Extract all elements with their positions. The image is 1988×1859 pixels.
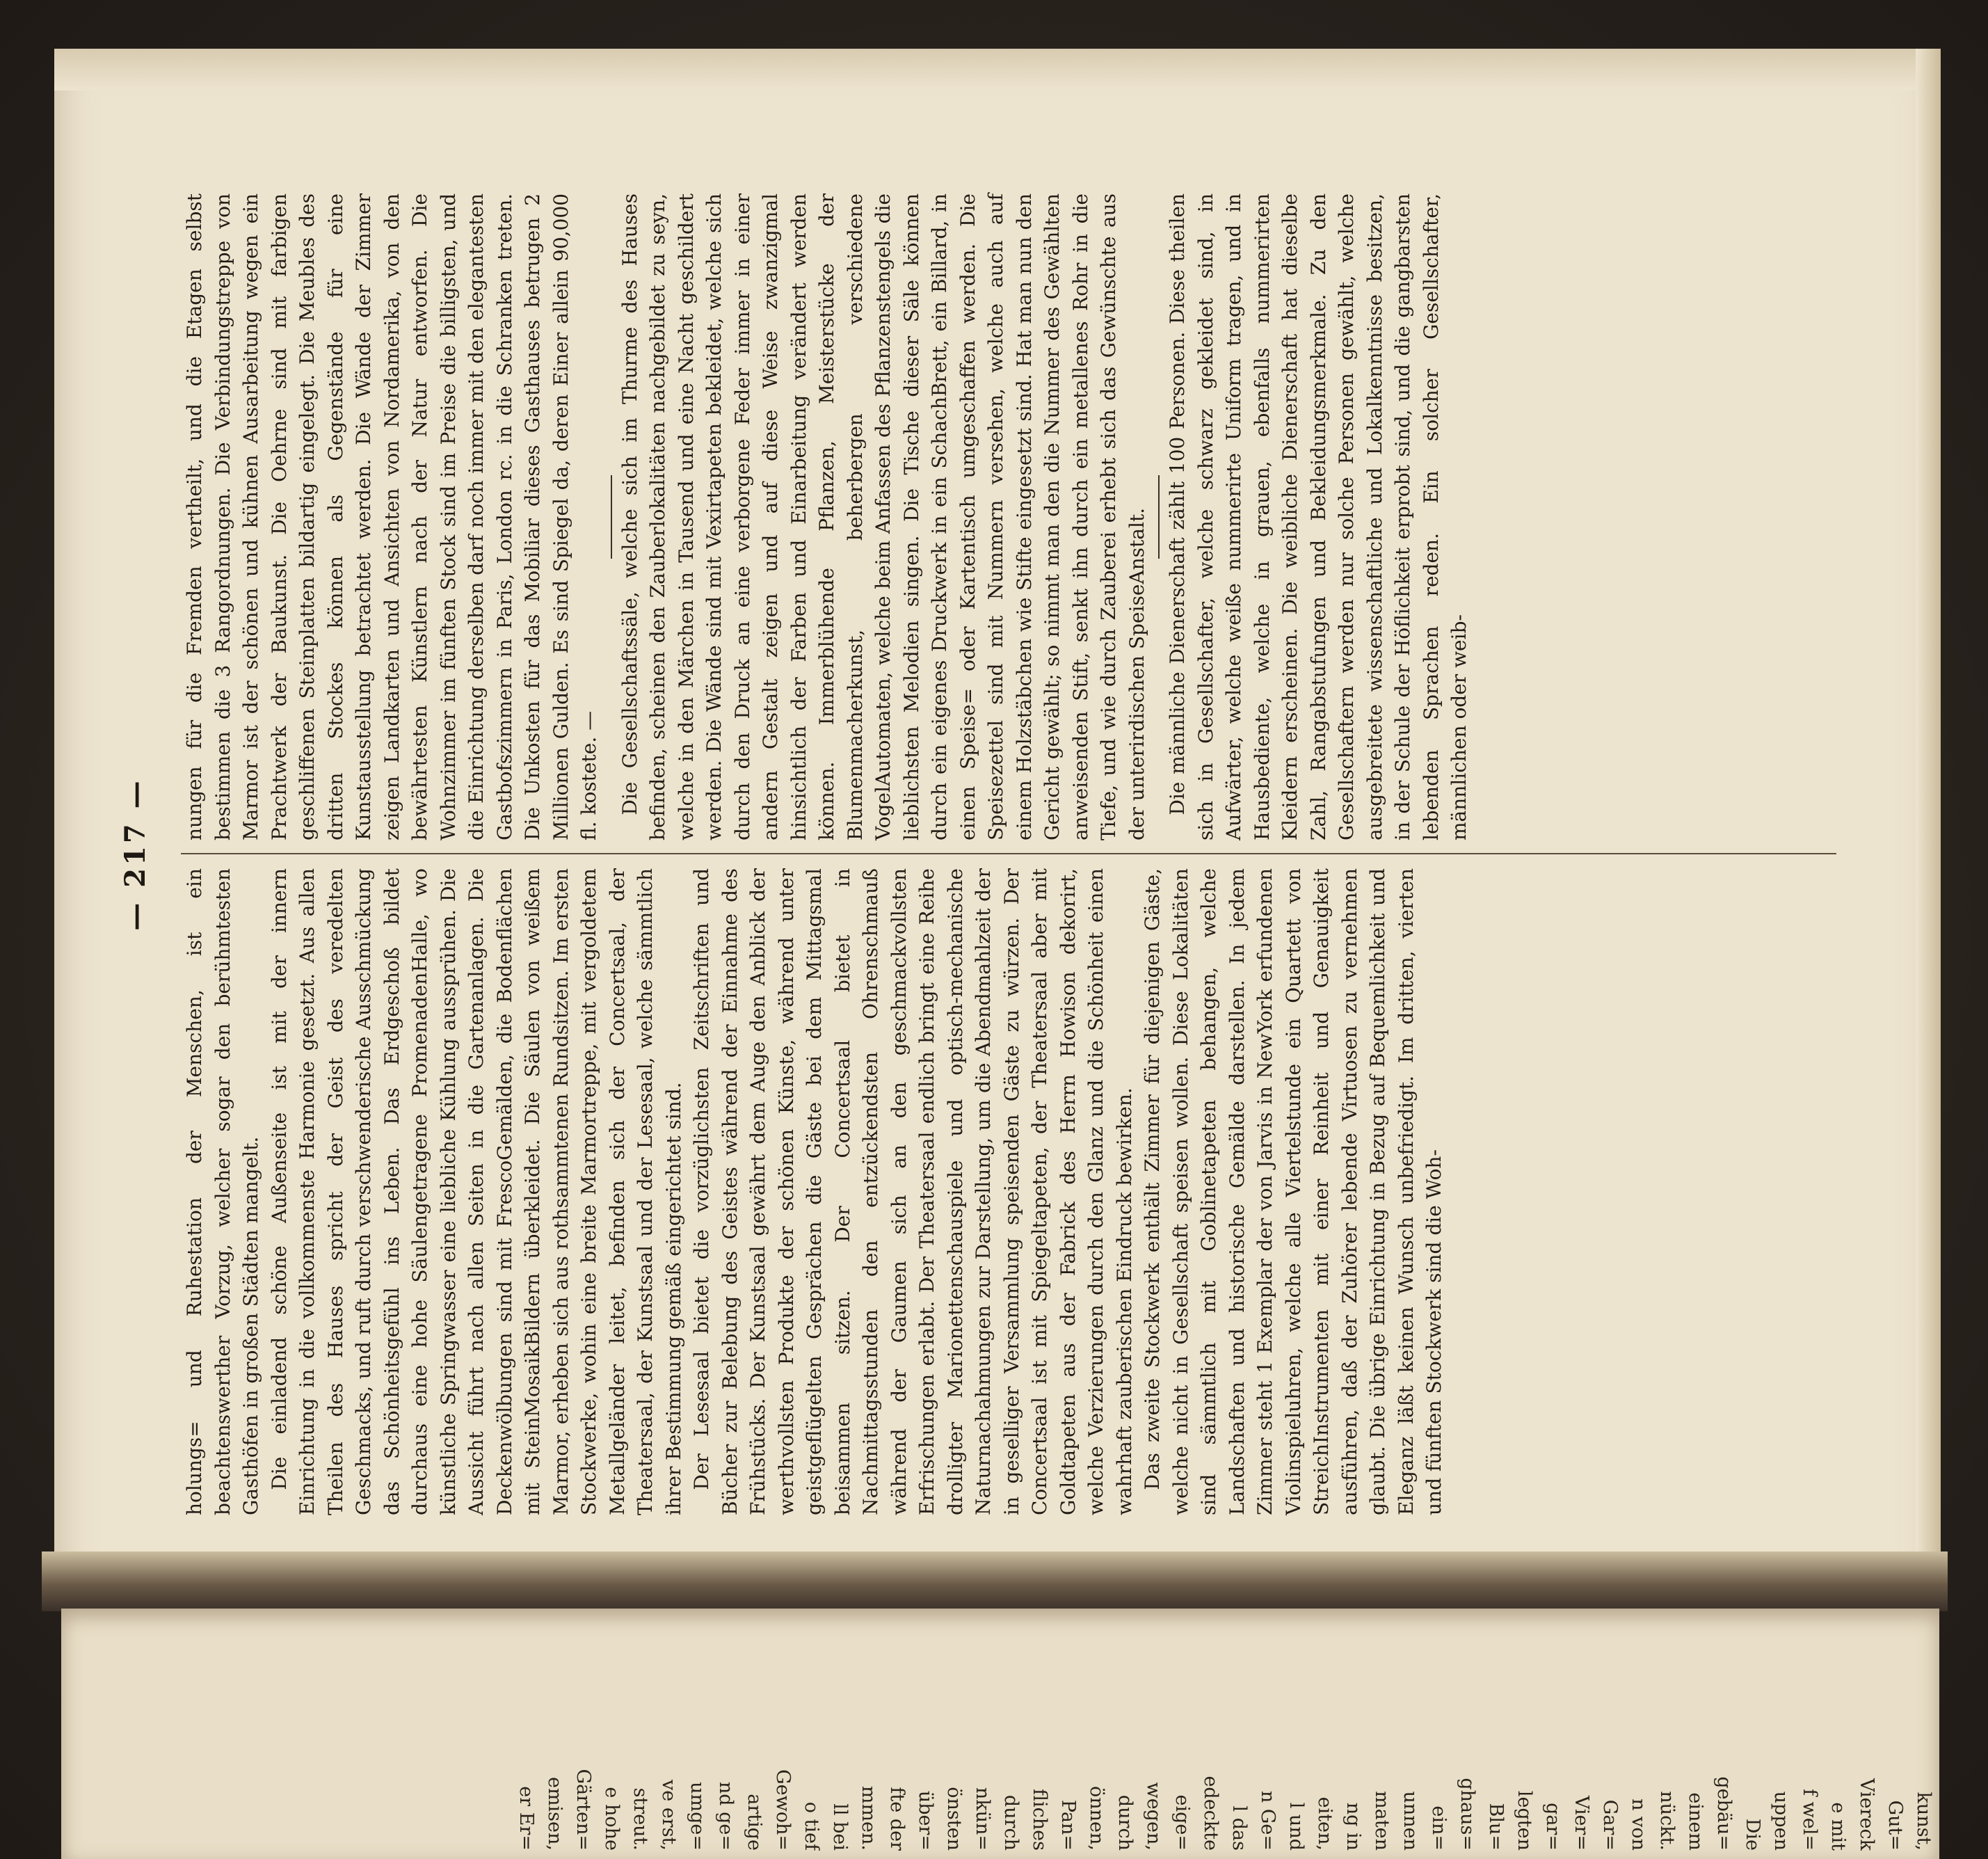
fragment-line: nkün=: [972, 1787, 993, 1851]
fragment-line: ve erst,: [658, 1780, 680, 1851]
paragraph: Das zweite Stockwerk enthält Zimmer für diejenigen Gäste, welche nicht in Gesellschaft speisen wollen. Diese Lokalitäten sind sämmtlich mit Goblinetapeten behangen, welche Landschaften und historische Gemälde darstellen. In jedem Zimmer steht 1 Exemplar der von Jarvis in NewYork erfundenen Violinspieluhren, welche alle Viertelstunde ein Quartett von StreichInstrumenten mit einer Reinheit und Genauigkeit ausführen, daß der Zuhörer lebende Virtuosen zu vernehmen glaubt. Die übrige Einrichtung in Bezug auf Bequemlichkeit und Eleganz läßt keinen Wunsch unbefriedigt. Im dritten, vierten und fünften Stockwerk sind die Woh-: [1141, 868, 1445, 1515]
fragment-line: e hohe: [601, 1787, 623, 1851]
fragment-line: eige=: [1171, 1794, 1193, 1851]
fragment-line: wegen,: [1143, 1782, 1164, 1851]
paragraph: Der Lesesaal bietet die vorzüglichsten Zeitschriften und Bücher zur Belebung des Geistes während der Einnahme des Frühstücks. Der Kunstsaal gewährt dem Auge den Anblick der werthvollsten Produkte der schönen Künste, während unter geistgeflügelten Gesprächen die Gäste bei dem Mittagsmal beisammen sitzen. Der Concertsaal bietet in Nachmittagsstunden den entzückendsten Ohrenschmauß während der Gaumen sich an den geschmackvollsten Erfrischungen erlabt. Der Theatersaal endlich bringt eine Reihe drolligter Marionettenschauspiele und optisch-mechanische Naturnachahmungen zur Darstellung, um die Abendmahlzeit der in geselliger Versammlung speisenden Gäste zu würzen. Der Concertsaal ist mit Spiegeltapeten, der Theatersaal aber mit Goldtapeten aus der Fabrick des Herrn Howison dekorirt, welche Verzierungen durch den Glanz und die Schönheit einen wahrhaft zauberischen Eindruck bewirken.: [690, 868, 1136, 1515]
paragraph: nungen für die Fremden vertheilt, und die Etagen selbst bestimmen die 3 Rangordnungen. Die Verbindungstreppe von Marmor ist der schönen und kühnen Ausarbeitung wegen ein Prachtwerk der Baukunst. Die Oehrne sind mit farbigen geschliffenen Steinplatten bildartig eingelegt. Die Meubles des dritten Stockes können als Gegenstände für eine Kunstausstellung betrachtet werden. Die Wände der Zimmer zeigen Landkarten und Ansichten von Nordamerika, von den bewährtesten Künstlern nach der Natur entworfen. Die Wohnzimmer im fünften Stock sind im Preise die billigsten, und die Einrichtung derselben darf noch immer mit den elegantesten Gastbofszimmern in Paris, London rc. in die Schranken treten. Die Unkosten für das Mobiliar dieses Gasthauses betrugen 2 Millionen Gulden. Es sind Spiegel da, deren Einer allein 90,000 fl. kostete. —: [183, 193, 600, 840]
adjacent-page-text: [67, 1614, 1945, 1851]
fragment-line: artige: [744, 1794, 765, 1851]
fragment-line: einem: [1685, 1792, 1706, 1851]
fragment-line: nd ge=: [715, 1781, 737, 1851]
fragment-line: eiten,: [1314, 1796, 1336, 1851]
page-number: — 217 —: [119, 778, 152, 931]
fragment-line: er Er=: [515, 1786, 537, 1851]
fragment-line: unnen: [1400, 1791, 1421, 1851]
left-column: [181, 868, 1850, 1515]
fragment-line: durch: [1114, 1794, 1136, 1851]
fragment-line: kunst,: [1913, 1792, 1934, 1851]
fragment-line: l das: [1228, 1805, 1250, 1851]
fragment-line: umge=: [687, 1782, 708, 1851]
fragment-line: durch: [1000, 1794, 1022, 1851]
fragment-line: Gar=: [1599, 1799, 1621, 1851]
column-divider: [181, 853, 1836, 854]
right-column: [181, 193, 1850, 840]
fragment-line: e mit: [1827, 1802, 1849, 1851]
fragment-line: maten: [1371, 1791, 1393, 1851]
fragment-line: über=: [915, 1790, 936, 1851]
fragment-line: Die: [1742, 1818, 1763, 1851]
adjacent-page-lines: [102, 1621, 1938, 1851]
fragment-line: n Ge=: [1257, 1790, 1278, 1851]
fragment-line: Pan=: [1057, 1799, 1079, 1851]
fragment-line: legten: [1514, 1790, 1535, 1851]
fragment-line: streut.: [630, 1787, 651, 1851]
paragraph: holungs= und Ruhestation der Menschen, ist ein beachtenswerther Vorzug, welcher sogar den berühmtesten Gasthöfen in großen Städten mangelt.: [183, 868, 262, 1515]
fragment-line: l und: [1285, 1802, 1307, 1851]
fragment-line: Vier=: [1571, 1795, 1592, 1851]
fragment-line: edeckte: [1200, 1776, 1221, 1851]
fragment-line: n von: [1628, 1798, 1649, 1851]
fragment-line: nückt.: [1656, 1791, 1678, 1851]
section-rule: [611, 475, 612, 559]
book-gutter: [42, 1551, 1948, 1611]
fragment-line: mmen.: [858, 1785, 879, 1851]
fragment-line: Viereck: [1856, 1778, 1877, 1851]
fragment-line: fte der: [886, 1787, 908, 1851]
paragraph: Die männliche Dienerschaft zählt 100 Personen. Diese theilen sich in Gesellschafter, welche schwarz gekleidet sind, in Aufwärter, welche weiße nummerirte Uniform tragen, und in Hausbediente, welche in grauen, ebenfalls nummerirten Kleidern erscheinen. Die weibliche Dienerschaft hat dieselbe Zahl, Rangabstufungen und Bekleidungsmerkmale. Zu den Gesellschaftern werden nur solche Personen gewählt, welche ausgebreitete wissenschaftliche und Lokalkenntnisse besitzen, in der Schule der Höflichkeit erprobt sind, und die gangbarsten lebenden Sprachen reden. Ein solcher Gesellschafter, männlichen oder weib-: [1166, 193, 1470, 840]
fragment-line: önnen,: [1086, 1786, 1107, 1851]
fragment-line: gebäu=: [1713, 1776, 1735, 1851]
fragment-line: önsten: [943, 1787, 965, 1851]
fragment-line: gar=: [1542, 1803, 1564, 1851]
fragment-line: ng in: [1342, 1802, 1364, 1851]
fragment-line: f wel=: [1799, 1789, 1820, 1851]
paragraph: Die Gesellschaftssäle, welche sich im Thurme des Hauses befinden, scheinen den Zauberlokalitäten nachgebildet zu seyn, welche in den Märchen in Tausend und eine Nacht geschildert werden. Die Wände sind mit Vexirtapeten bekleidet, welche sich durch den Druck an eine verborgene Feder immer in einer andern Gestalt zeigen und auf diese Weise zwanzigmal hinsichtlich der Farben und Einarbeitung verändert werden können. Immerblühende Pflanzen, Meisterstücke der Blumenmacherkunst, beherbergen verschiedene VogelAutomaten, welche beim Anfassen des Pflanzenstengels die lieblichsten Melodien singen. Die Tische dieser Säle können durch ein eigenes Druckwerk in ein SchachBrett, ein Billard, in einen Speise= oder Kartentisch umgeschaffen werden. Die Speisezettel sind mit Nummern versehen, welche auch auf einem Holzstäbchen wie Stifte eingesetzt sind. Hat man nun den Gericht gewählt; so nimmt man den die Nummer des Gewählten anweisenden Stift, senkt ihn durch ein metallenes Rohr in die Tiefe, und wie durch Zauberei erhebt sich das Gewünschte aus der unterirdischen SpeiseAnstalt.: [618, 193, 1148, 840]
fragment-line: o tief: [801, 1801, 822, 1851]
rotated-text-block: [104, 193, 1857, 1515]
fragment-line: ll bei: [829, 1803, 851, 1851]
paragraph: Die einladend schöne Außenseite ist mit der innern Einrichtung in die vollkommenste Harmonie gesetzt. Aus allen Theilen des Hauses spricht der Geist des veredelten Geschmacks, und ruft durch verschwenderische Ausschmückung das Schönheitsgefühl ins Leben. Das Erdgeschoß bildet durchaus eine hohe Säulengetragene PromenadenHalle, wo künstliche Springwasser eine liebliche Kühlung aussprühen. Die Aussicht führt nach allen Seiten in die Gartenanlagen. Die Deckenwölbungen sind mit FrescoGemälden, die Bodenflächen mit SteinMosaikBildern überkleidet. Die Säulen von weißem Marmor, erheben sich aus rothsammtenen Rundsitzen. Im ersten Stockwerke, wohin eine breite Marmortreppe, mit vergoldetem Metallgeländer leitet, befinden sich der Concertsaal, der Theatersaal, der Kunstsaal und der Lesesaal, welche sämmtlich ihrer Bestimmung gemäß eingerichtet sind.: [267, 868, 685, 1515]
fragment-line: emisen,: [544, 1776, 566, 1851]
fragment-line: Gewoh=: [772, 1769, 794, 1851]
section-rule: [1158, 475, 1160, 559]
fragment-line: ghaus=: [1457, 1778, 1478, 1851]
fragment-line: Gut=: [1884, 1800, 1906, 1851]
fragment-line: ein=: [1428, 1805, 1450, 1851]
fragment-line: fliches: [1029, 1789, 1050, 1851]
fragment-line: uppen: [1770, 1791, 1792, 1851]
fragment-line: Gärten=: [572, 1769, 594, 1851]
fragment-line: Blu=: [1485, 1803, 1507, 1851]
page-right-edge: [1916, 49, 1941, 1607]
page-top-edge: [54, 49, 1941, 90]
